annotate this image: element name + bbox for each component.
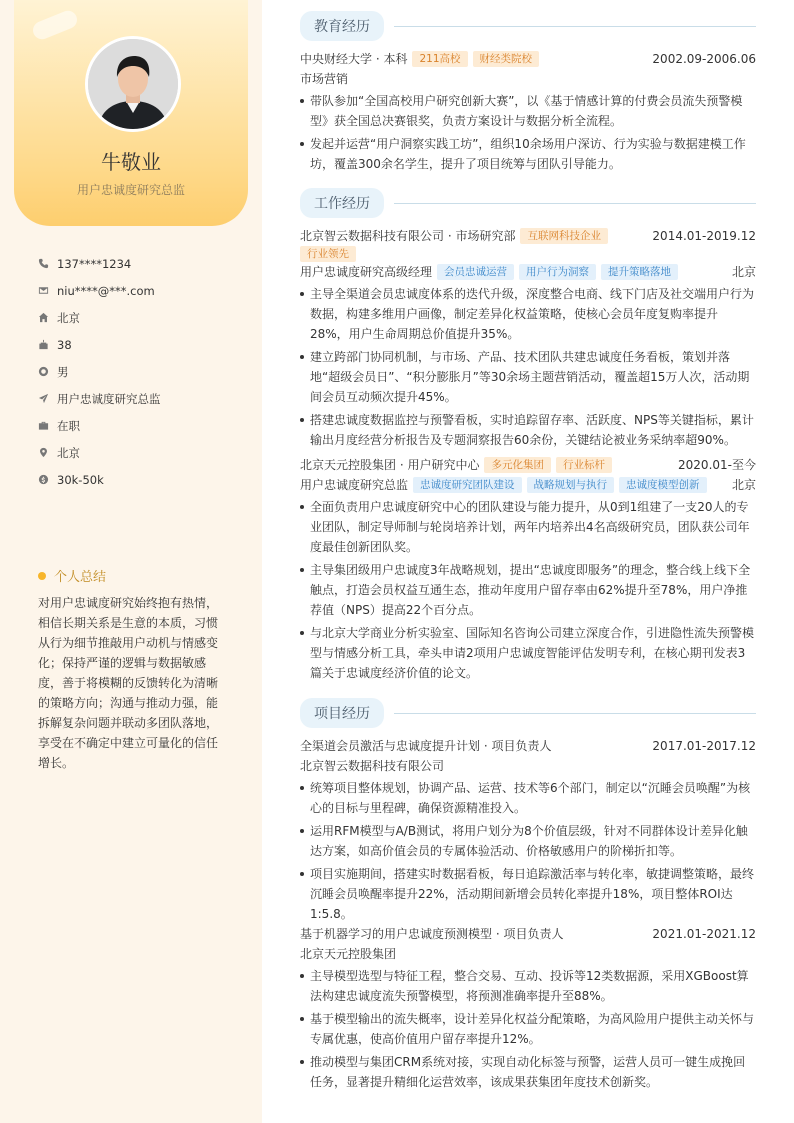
- tag: 行业标杆: [556, 457, 612, 473]
- tag: 财经类院校: [473, 51, 540, 67]
- section-title: 教育经历: [300, 11, 384, 41]
- info-status: [37, 412, 247, 439]
- company-name: 北京智云数据科技有限公司 · 市场研究部: [300, 229, 516, 243]
- list-item: 统筹项目整体规划，协调产品、运营、技术等6个部门，制定以“沉睡会员唤醒”为核心的目标与里程碑，确保资源精准投入。: [300, 778, 756, 818]
- work-entry: [300, 226, 756, 450]
- tag: 战略规划与执行: [527, 477, 615, 493]
- company-name: 北京天元控股集团 · 用户研究中心: [300, 458, 480, 472]
- project-org: 北京天元控股集团: [300, 947, 397, 961]
- date-range: 2020.01-至今: [678, 458, 756, 472]
- list-item: 搭建忠诚度数据监控与预警看板，实时追踪留存率、活跃度、NPS等关键指标，累计输出月度经营分析报告及专题洞察报告60余份，关键结论被业务采纳率超90%。: [300, 410, 756, 450]
- date-range: 2017.01-2017.12: [652, 739, 756, 753]
- project-entry: [300, 924, 756, 1092]
- date-range: 2002.09-2006.06: [652, 52, 756, 66]
- list-item: 主导模型选型与特征工程，整合交易、互动、投诉等12类数据源，采用XGBoost算法构建忠诚度流失预警模型，将预测准确率提升至88%。: [300, 966, 756, 1006]
- info-text: 30k-50k: [57, 472, 104, 487]
- info-text: 137****1234: [57, 256, 132, 271]
- date-range: 2014.01-2019.12: [652, 229, 756, 243]
- contact-info-list: [37, 250, 247, 493]
- list-item: 建立跨部门协同机制，与市场、产品、技术团队共建忠诚度任务看板，策划并落地“超级会员日”、“积分膨胀月”等30余场主题营销活动，覆盖超15万人次，活动期间会员互动频次提升45%。: [300, 347, 756, 407]
- info-position: [37, 385, 247, 412]
- gender-icon: [37, 366, 49, 378]
- info-residence: [37, 304, 247, 331]
- list-item: 推动模型与集团CRM系统对接，实现自动化标签与预警，运营人员可一键生成挽回任务，显著提升精细化运营效率，该成果获集团年度技术创新奖。: [300, 1052, 756, 1092]
- info-location: [37, 439, 247, 466]
- tag: 多元化集团: [484, 457, 551, 473]
- divider: [394, 203, 756, 204]
- info-text: 在职: [57, 418, 80, 433]
- candidate-title: 用户忠诚度研究总监: [76, 183, 185, 197]
- tag: 211高校: [412, 51, 467, 67]
- info-phone: [37, 250, 247, 277]
- list-item: 主导集团级用户忠诚度3年战略规划，提出“忠诚度即服务”的理念，整合线上线下全触点，打造会员权益互通生态，推动年度用户留存率由62%提升至78%，用户净推荐值（NPS）提高22个百分点。: [300, 560, 756, 620]
- list-item: 发起并运营“用户洞察实践工坊”，组织10余场用户深访、行为实验与数据建模工作坊，覆盖300余名学生，提升了项目统筹与团队引导能力。: [300, 134, 756, 174]
- section-education-heading: [300, 10, 756, 42]
- info-age: [37, 331, 247, 358]
- divider: [394, 713, 756, 714]
- info-text: 38: [57, 337, 72, 352]
- bullet-dot-icon: [38, 572, 46, 580]
- send-icon: [37, 393, 49, 405]
- info-gender: [37, 358, 247, 385]
- section-title: 工作经历: [300, 188, 384, 218]
- job-role: 用户忠诚度研究总监: [300, 478, 409, 492]
- briefcase-icon: [37, 420, 49, 432]
- info-text: 男: [57, 364, 69, 379]
- date-range: 2021.01-2021.12: [652, 927, 756, 941]
- list-item: 主导全渠道会员忠诚度体系的迭代升级，深度整合电商、线下门店及社交端用户行为数据，构建多维用户画像，制定差异化权益策略，使核心会员年度复购率提升28%，用户生命周期总价值提升35%。: [300, 284, 756, 344]
- project-entry: [300, 736, 756, 924]
- list-item: 项目实施期间，搭建实时数据看板，每日追踪激活率与转化率，敏捷调整策略，最终沉睡会员唤醒率提升22%，活动期间新增会员转化率提升18%，项目整体ROI达1:5.8。: [300, 864, 756, 924]
- tag: 会员忠诚运营: [437, 264, 514, 280]
- job-city: 北京: [731, 265, 756, 279]
- tag: 忠诚度研究团队建设: [413, 477, 522, 493]
- list-item: 带队参加“全国高校用户研究创新大赛”，以《基于情感计算的付费会员流失预警模型》获全国总决赛银奖，负责方案设计与数据分析全流程。: [300, 91, 756, 131]
- home-icon: [37, 312, 49, 324]
- tag: 用户行为洞察: [519, 264, 596, 280]
- section-title: 项目经历: [300, 698, 384, 728]
- list-item: 全面负责用户忠诚度研究中心的团队建设与能力提升，从0到1组建了一支20人的专业团队，制定导师制与轮岗培养计划，两年内培养出4名高级研究员，团队获公司年度最佳创新团队奖。: [300, 497, 756, 557]
- list-item: 运用RFM模型与A/B测试，将用户划分为8个价值层级，针对不同群体设计差异化触达方案，如高价值会员的专属体验活动、价格敏感用户的阶梯折扣等。: [300, 821, 756, 861]
- mail-icon: [37, 285, 49, 297]
- job-city: 北京: [731, 478, 756, 492]
- project-name: 基于机器学习的用户忠诚度预测模型 · 项目负责人: [300, 927, 564, 941]
- info-text: 北京: [57, 445, 80, 460]
- project-org: 北京智云数据科技有限公司: [300, 759, 445, 773]
- divider: [394, 26, 756, 27]
- section-projects-heading: [300, 697, 756, 729]
- list-item: 与北京大学商业分析实验室、国际知名咨询公司建立深度合作，引进隐性流失预警模型与情感分析工具，牵头申请2项用户忠诚度智能评估发明专利，在核心期刊发表3篇关于忠诚度经济价值的论文。: [300, 623, 756, 683]
- avatar: [85, 36, 181, 132]
- project-name: 全渠道会员激活与忠诚度提升计划 · 项目负责人: [300, 739, 552, 753]
- summary-heading: [38, 566, 106, 585]
- info-text: 用户忠诚度研究总监: [57, 391, 161, 406]
- salary-icon: [37, 474, 49, 486]
- candidate-name: 牛敬业: [101, 150, 161, 174]
- summary-text: 对用户忠诚度研究始终抱有热情，相信长期关系是生意的本质，习惯从行为细节推敲用户动机与情感变化；保持严谨的逻辑与数据敏感度，善于将模糊的反馈转化为清晰的策略方向；沟通与推动力强，能拆解复杂问题并联动多团队落地，享受在不确定中建立可量化的信任增长。: [38, 596, 219, 770]
- info-text: 北京: [57, 310, 80, 325]
- work-entry: [300, 455, 756, 683]
- school-name: 中央财经大学 · 本科: [300, 52, 408, 66]
- education-entry: [300, 49, 756, 174]
- section-work-heading: [300, 187, 756, 219]
- phone-icon: [37, 258, 49, 270]
- info-email: [37, 277, 247, 304]
- info-text: niu****@***.com: [57, 283, 155, 298]
- tag: 行业领先: [300, 246, 356, 262]
- location-pin-icon: [37, 447, 49, 459]
- info-salary: [37, 466, 247, 493]
- cake-icon: [37, 339, 49, 351]
- summary-heading-label: 个人总结: [54, 570, 107, 585]
- tag: 互联网科技企业: [520, 228, 608, 244]
- job-role: 用户忠诚度研究高级经理: [300, 265, 433, 279]
- major: 市场营销: [300, 72, 349, 86]
- list-item: 基于模型输出的流失概率，设计差异化权益分配策略，为高风险用户提供主动关怀与专属优惠，使高价值用户留存率提升12%。: [300, 1009, 756, 1049]
- tag: 忠诚度模型创新: [619, 477, 707, 493]
- tag: 提升策略落地: [601, 264, 678, 280]
